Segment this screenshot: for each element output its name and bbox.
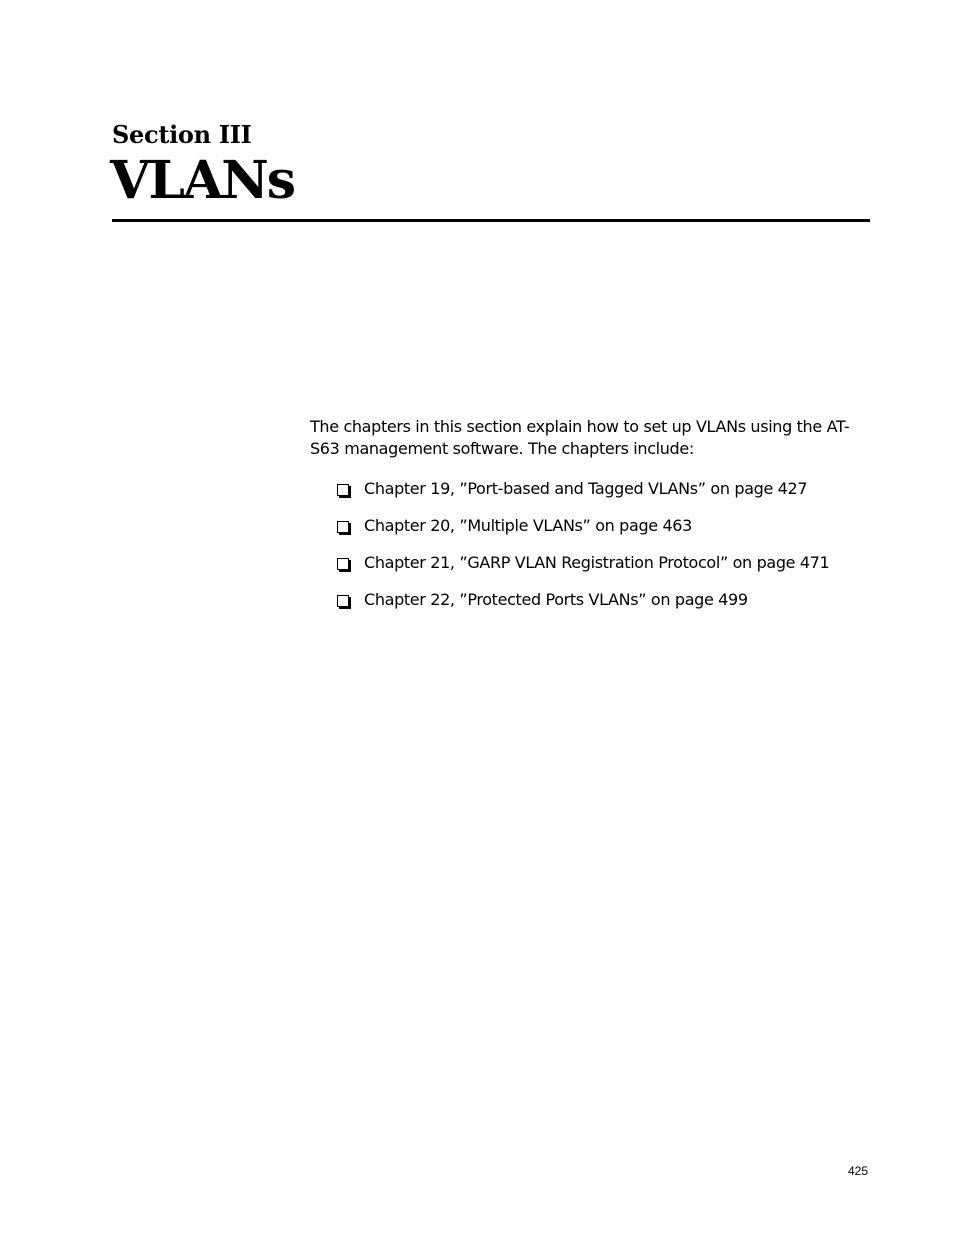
checkbox-bullet-icon (337, 521, 349, 533)
chapter-list-item (337, 589, 829, 626)
page-number: 425 (848, 1164, 869, 1178)
section-label: Section III (112, 120, 252, 149)
chapter-list-item (337, 478, 829, 515)
checkbox-bullet-icon (337, 484, 349, 496)
chapter-link[interactable]: Chapter 20, ”Multiple VLANs” on page 463 (364, 516, 692, 535)
chapter-list-item (337, 552, 829, 589)
chapter-link[interactable]: Chapter 22, ”Protected Ports VLANs” on page 499 (364, 590, 748, 609)
chapter-list (337, 478, 829, 626)
intro-paragraph: The chapters in this section explain how to set up VLANs using the AT-S63 management software. The chapters include: (310, 417, 850, 458)
chapter-link[interactable]: Chapter 21, ”GARP VLAN Registration Protocol” on page 471 (364, 553, 830, 572)
chapter-list-item (337, 515, 829, 552)
checkbox-bullet-icon (337, 558, 349, 570)
chapter-link[interactable]: Chapter 19, ”Port-based and Tagged VLANs” on page 427 (364, 479, 808, 498)
checkbox-bullet-icon (337, 595, 349, 607)
title-divider (112, 219, 870, 222)
section-title: VLANs (110, 150, 295, 211)
